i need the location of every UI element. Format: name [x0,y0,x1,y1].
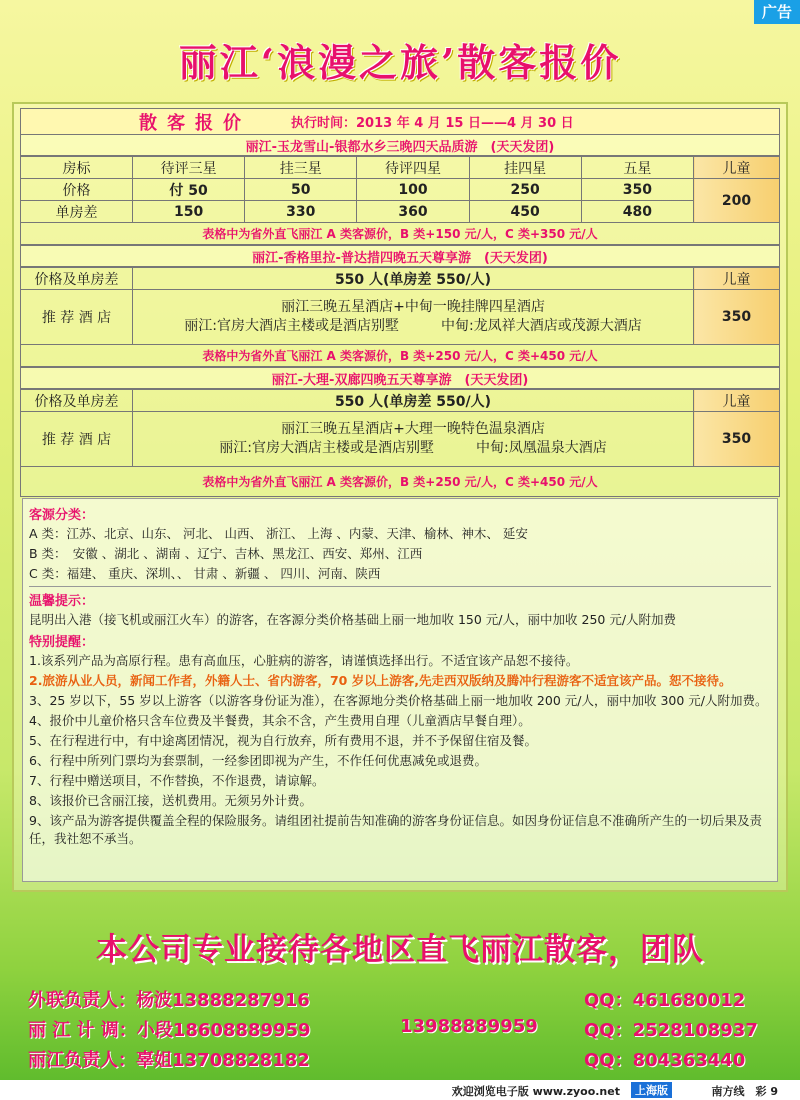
source-class-c: C 类：福建、 重庆、深圳、、 甘肃 、新疆 、 四川、河南、陕西 [29,566,381,581]
special-item: 1.该系列产品为高原行程。患有高血压，心脏病的游客，请谨慎选择出行。不适宜该产品恕不接待。 [29,653,579,668]
hotel-cell [133,290,694,345]
child-price: 350 [694,412,780,467]
tour1-name: 丽江-玉龙雪山-银都水乡三晚四天品质游 (天天发团) [20,134,780,156]
col-header: 挂三星 [245,157,357,179]
table-row [21,268,780,290]
source-class-b: B 类： 安徽 、湖北 、湖南 、辽宁、吉林、黑龙江、西安、郑州、江西 [29,546,423,561]
special-item: 9、该产品为游客提供覆盖全程的保险服务。请组团社提前告知准确的游客身份证信息。如因身份证信息不准确所产生的一切后果及责任，我社恕不承当。 [29,813,762,846]
col-header: 五星 [581,157,693,179]
col-header: 待评三星 [133,157,245,179]
single-cell: 330 [245,201,357,223]
tour3-name: 丽江-大理-双廊四晚五天尊享游 (天天发团) [20,367,780,389]
child-label: 儿童 [694,268,780,290]
price-cell: 付 50 [133,179,245,201]
hotel-lijiang: 丽江:官房大酒店主楼或是酒店别墅 [219,440,434,456]
contact-qq: QQ：461680012 [584,990,746,1011]
tips-text: 昆明出入港（接飞机或丽江火车）的游客，在客源分类价格基础上丽一地加收 150 元/人，丽中加收 250 元/人附加费 [29,612,677,627]
special-item: 4、报价中儿童价格只含车位费及半餐费，其余不含，产生费用自理（儿童酒店早餐自理）。 [29,713,531,728]
contact-role: 丽江负责人：辜姐13708828182 [28,1050,310,1071]
source-class-a: A 类：江苏、北京、山东、 河北、 山西、 浙江、 上海 、内蒙、天津、榆林、神木、 延安 [29,526,528,541]
hotel-lijiang: 丽江:官房大酒店主楼或是酒店别墅 [184,318,399,334]
child-price: 350 [694,290,780,345]
table-row [21,201,780,223]
col-header: 挂四星 [469,157,581,179]
hotel-line: 丽江三晚五星酒店+大理一晚特色温泉酒店 [281,421,545,437]
tour2-name: 丽江-香格里拉-普达措四晚五天尊享游 (天天发团) [20,245,780,267]
table-row [21,179,780,201]
special-item: 3、25 岁以下，55 岁以上游客（以游客身份证为准），在客源地分类价格基础上丽一地加收 200 元/人，丽中加收 300 元/人附加费。 [29,693,768,708]
table-row [21,390,780,412]
price-cell: 550 人(单房差 550/人) [133,268,694,290]
price-cell: 100 [357,179,469,201]
single-cell: 480 [581,201,693,223]
hotel-cell [133,412,694,467]
price-cell: 50 [245,179,357,201]
header-label: 散客报价 [139,112,251,134]
contact-role: 外联负责人：杨波13888287916 [28,990,310,1011]
special-item: 2.旅游从业人员，新闻工作者，外籍人士、省内游客，70 岁以上游客,先走西双版纳及腾冲行程游客不适宜该产品。恕不接待。 [29,673,732,688]
footer-page: 南方线 彩 9 [711,1085,778,1098]
col-header: 儿童 [694,157,780,179]
hotel-line: 丽江三晚五星酒店+中甸一晚挂牌四星酒店 [281,299,545,315]
table-row [21,290,780,345]
tips-label: 温馨提示： [29,594,95,609]
price-cell: 350 [581,179,693,201]
tour2-note: 表格中为省外直飞丽江 A 类客源价，B 类+250 元/人，C 类+450 元/人 [20,345,780,367]
divider [29,586,771,587]
table-row [21,157,780,179]
hotel-zhongdian: 中甸:凤凰温泉大酒店 [476,440,607,456]
special-item: 8、该报价已含丽江接，送机费用。无须另外计费。 [29,793,312,808]
child-price: 200 [694,179,780,223]
footer-website: 欢迎浏览电子版 www.zyoo.net [451,1085,620,1098]
row-label: 价格及单房差 [21,268,133,290]
ad-badge: 广告 [754,0,800,24]
header-period: 执行时间：2013 年 4 月 15 日——4 月 30 日 [291,116,574,131]
page-footer [0,1080,800,1100]
hotel-zhongdian: 中甸:龙凤祥大酒店或茂源大酒店 [441,318,642,334]
special-item: 7、行程中赠送项目，不作替换，不作退费，请谅解。 [29,773,325,788]
contact-qq: QQ：804363440 [584,1050,746,1071]
hotel-line [133,439,693,458]
single-cell: 360 [357,201,469,223]
price-cell: 250 [469,179,581,201]
sources-label: 客源分类： [29,508,95,523]
tour1-note: 表格中为省外直飞丽江 A 类客源价，B 类+150 元/人，C 类+350 元/人 [20,223,780,245]
contact-qq: QQ：2528108937 [584,1020,758,1041]
footer-edition-tag: 上海版 [631,1082,672,1098]
row-label: 推 荐 酒 店 [21,412,133,467]
single-cell: 450 [469,201,581,223]
table-row [21,412,780,467]
row-label: 推 荐 酒 店 [21,290,133,345]
page-title: 丽江‘浪漫之旅’散客报价 [178,40,622,85]
special-item: 5、在行程进行中，有中途离团情况，视为自行放弃，所有费用不退，并不予保留住宿及餐。 [29,733,537,748]
row-label: 价格 [21,179,133,201]
contact-phone2: 13988889959 [400,1016,538,1037]
company-slogan: 本公司专业接待各地区直飞丽江散客，团队 [96,932,704,968]
hotel-line [133,317,693,336]
price-header [20,108,780,134]
price-table [20,108,780,497]
contact-role: 丽 江 计 调：小段18608889959 [28,1020,311,1041]
col-header: 待评四星 [357,157,469,179]
special-label: 特别提醒： [29,635,95,650]
tour1-table [20,156,780,223]
row-label: 单房差 [21,201,133,223]
single-cell: 150 [133,201,245,223]
row-label: 价格及单房差 [21,390,133,412]
tour3-note: 表格中为省外直飞丽江 A 类客源价，B 类+250 元/人，C 类+450 元/人 [20,467,780,497]
price-cell: 550 人(单房差 550/人) [133,390,694,412]
tour2-table [20,267,780,345]
tour3-table [20,389,780,467]
info-box [22,498,778,882]
special-item: 6、行程中所列门票均为套票制，一经参团即视为产生，不作任何优惠减免或退费。 [29,753,487,768]
col-header: 房标 [21,157,133,179]
child-label: 儿童 [694,390,780,412]
